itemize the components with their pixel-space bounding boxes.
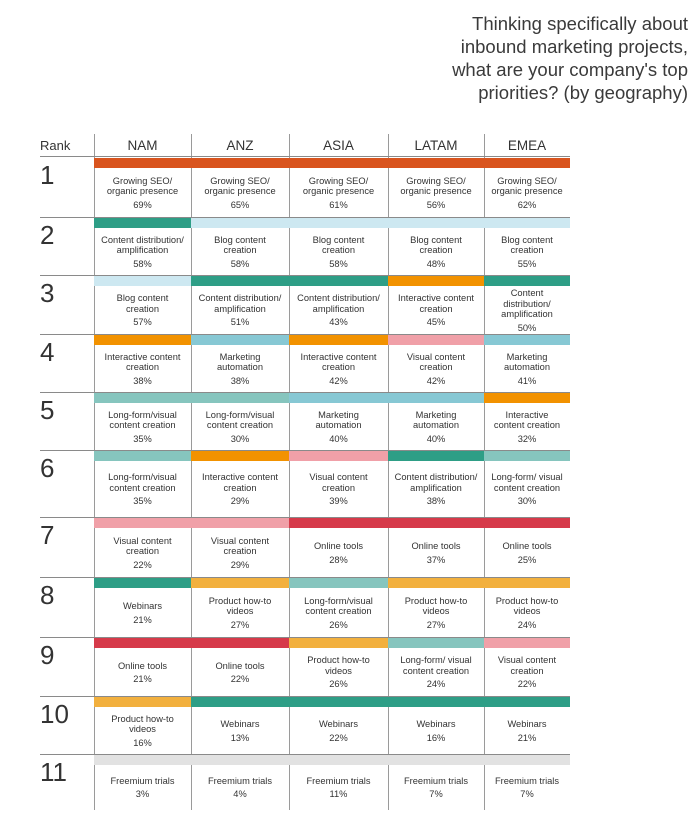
table-cell — [394, 286, 478, 335]
cell-label: Product how-to videos — [404, 595, 468, 617]
cell-label: Product how-to videos — [208, 595, 272, 617]
table-cell — [100, 588, 185, 638]
category-bar — [388, 697, 484, 707]
cell-label: Freemium trials — [306, 775, 371, 786]
cell-label: Product how-to videos — [307, 655, 370, 676]
cell-value: 37% — [426, 554, 446, 565]
cell-label: Webinars — [507, 719, 547, 729]
table-cell — [197, 588, 283, 638]
category-bar — [191, 451, 289, 461]
cell-value: 58% — [230, 258, 250, 269]
category-bar — [94, 276, 191, 286]
cell-label: Product how-to videos — [111, 713, 174, 735]
table-cell — [394, 707, 478, 755]
rank-number: 8 — [40, 580, 55, 610]
table-cell — [295, 403, 382, 451]
cell-label: Visual content creation — [309, 472, 368, 493]
cell-value: 3% — [135, 789, 150, 799]
cell-label: Growing SEO/ organic presence — [302, 175, 375, 197]
cell-value: 42% — [426, 375, 446, 386]
cell-label: Growing SEO/ organic presence — [106, 175, 179, 197]
cell-label: Marketing automation — [504, 351, 550, 373]
table-cell — [197, 168, 283, 218]
cell-value: 27% — [230, 619, 250, 630]
cell-value: 13% — [230, 732, 250, 743]
table-cell — [490, 461, 564, 518]
category-bar — [94, 335, 191, 345]
cell-label: Freemium trials — [494, 775, 560, 786]
cell-label: Interactive content creation — [300, 351, 377, 373]
category-bar — [484, 393, 570, 403]
table-cell — [197, 707, 283, 755]
cell-value: 22% — [517, 679, 537, 690]
cell-label: Product how-to videos — [495, 595, 559, 617]
cell-value: 38% — [426, 496, 446, 507]
category-bar — [191, 518, 289, 528]
cell-value: 27% — [426, 619, 446, 630]
table-cell — [295, 345, 382, 393]
category-bar — [191, 335, 289, 345]
cell-label: Online tools — [215, 660, 265, 671]
table-cell — [394, 528, 478, 578]
category-bar — [388, 518, 484, 528]
column-divider — [484, 134, 485, 810]
cell-label: Long-form/ visual content creation — [400, 655, 472, 676]
cell-label: Online tools — [411, 541, 461, 551]
category-bar — [388, 218, 484, 228]
cell-value: 21% — [517, 732, 537, 743]
table-cell — [197, 648, 283, 697]
cell-label: Freemium trials — [403, 775, 469, 786]
cell-label: Growing SEO/ organic presence — [204, 175, 276, 197]
cell-label: Growing SEO/ organic presence — [400, 175, 472, 197]
category-bar — [289, 276, 388, 286]
table-cell — [100, 345, 185, 393]
cell-value: 7% — [429, 789, 443, 799]
cell-value: 58% — [133, 258, 152, 269]
category-bar — [484, 638, 570, 648]
cell-value: 56% — [426, 199, 446, 210]
table-cell — [295, 168, 382, 218]
cell-label: Online tools — [117, 660, 168, 671]
table-cell — [394, 228, 478, 276]
table-cell — [394, 461, 478, 518]
cell-value: 38% — [133, 375, 152, 386]
cell-value: 28% — [329, 554, 348, 565]
table-cell — [100, 403, 185, 451]
table-cell — [100, 648, 185, 697]
category-bar — [388, 158, 484, 168]
category-bar — [289, 218, 388, 228]
cell-value: 11% — [329, 789, 348, 799]
cell-label: Online tools — [313, 541, 364, 551]
category-bar — [484, 218, 570, 228]
cell-label: Blog content creation — [214, 234, 266, 256]
category-bar — [388, 276, 484, 286]
cell-label: Marketing automation — [217, 351, 263, 373]
cell-value: 58% — [329, 258, 348, 269]
category-bar — [191, 638, 289, 648]
table-cell — [490, 345, 564, 393]
category-bar — [484, 578, 570, 588]
cell-label: Freemium trials — [110, 775, 175, 786]
cell-label: Visual content creation — [406, 351, 466, 373]
cell-value: 61% — [329, 199, 348, 210]
cell-label: Content distribution/ amplification — [394, 472, 478, 493]
rank-number: 5 — [40, 395, 55, 425]
rank-number: 1 — [40, 160, 55, 190]
cell-value: 16% — [133, 737, 152, 748]
category-bar — [289, 755, 388, 765]
category-bar — [289, 158, 388, 168]
table-cell — [197, 286, 283, 335]
cell-label: Marketing automation — [413, 409, 459, 431]
cell-value: 51% — [230, 317, 250, 328]
table-cell — [295, 228, 382, 276]
rank-number: 11 — [40, 757, 67, 787]
cell-value: 35% — [133, 433, 152, 444]
cell-value: 42% — [329, 375, 348, 386]
cell-label: Growing SEO/ organic presence — [491, 175, 563, 197]
column-header-asia: ASIA — [323, 138, 354, 153]
rank-number: 3 — [40, 278, 55, 308]
category-bar — [388, 578, 484, 588]
category-bar — [94, 451, 191, 461]
table-cell — [490, 588, 564, 638]
category-bar — [191, 158, 289, 168]
table-cell — [394, 168, 478, 218]
category-bar — [484, 451, 570, 461]
table-cell — [197, 765, 283, 810]
table-cell — [100, 765, 185, 810]
category-bar — [289, 697, 388, 707]
cell-value: 69% — [133, 199, 152, 210]
table-cell — [197, 528, 283, 578]
table-cell — [197, 345, 283, 393]
title-line: inbound marketing projects, — [460, 36, 688, 57]
category-bar — [484, 335, 570, 345]
category-bar — [388, 393, 484, 403]
table-cell — [490, 528, 564, 578]
cell-value: 48% — [426, 258, 446, 269]
table-cell — [100, 528, 185, 578]
rank-number: 2 — [40, 220, 55, 250]
cell-value: 22% — [133, 559, 152, 570]
cell-label: Blog content creation — [501, 234, 553, 256]
table-cell — [394, 345, 478, 393]
category-bar — [289, 578, 388, 588]
category-bar — [388, 335, 484, 345]
table-cell — [490, 286, 564, 335]
category-bar — [289, 335, 388, 345]
table-cell — [394, 765, 478, 810]
cell-value: 32% — [517, 433, 537, 444]
cell-value: 65% — [230, 199, 250, 210]
rank-number: 7 — [40, 520, 55, 550]
cell-value: 41% — [517, 375, 537, 386]
cell-label: Webinars — [122, 601, 163, 611]
category-bar — [484, 697, 570, 707]
cell-value: 50% — [517, 322, 537, 333]
table-cell — [394, 588, 478, 638]
table-cell — [490, 168, 564, 218]
cell-value: 24% — [426, 679, 446, 690]
cell-label: Interactive content creation — [398, 293, 474, 314]
cell-label: Long-form/visual content creation — [108, 409, 177, 431]
cell-value: 30% — [230, 433, 250, 444]
cell-value: 21% — [133, 614, 152, 625]
category-bar — [94, 218, 191, 228]
category-bar — [388, 451, 484, 461]
cell-value: 26% — [329, 619, 348, 630]
cell-label: Interactive content creation — [202, 472, 278, 493]
column-divider — [94, 134, 95, 810]
table-cell — [394, 403, 478, 451]
column-header-emea: EMEA — [507, 138, 547, 153]
cell-value: 30% — [517, 496, 537, 507]
table-cell — [100, 286, 185, 335]
cell-label: Visual content creation — [113, 535, 172, 557]
cell-label: Blog content creation — [312, 234, 365, 256]
cell-value: 26% — [329, 679, 348, 690]
category-bar — [289, 451, 388, 461]
cell-label: Long-form/visual content creation — [205, 409, 275, 431]
cell-label: Long-form/ visual content creation — [491, 472, 563, 493]
category-bar — [388, 638, 484, 648]
category-bar — [484, 276, 570, 286]
rank-header: Rank — [40, 138, 71, 153]
cell-value: 39% — [329, 496, 348, 507]
table-cell — [490, 648, 564, 697]
cell-value: 16% — [426, 732, 446, 743]
cell-label: Webinars — [416, 719, 456, 729]
table-cell — [295, 528, 382, 578]
cell-label: Interactive content creation — [493, 409, 561, 431]
cell-value: 43% — [329, 317, 348, 328]
title-line: Thinking specifically about — [472, 13, 688, 34]
rank-number: 6 — [40, 453, 55, 483]
category-bar — [388, 755, 484, 765]
cell-value: 25% — [517, 554, 537, 565]
table-cell — [490, 707, 564, 755]
column-divider — [289, 134, 290, 810]
title-line: what are your company's top — [452, 59, 688, 80]
column-divider — [388, 134, 389, 810]
category-bar — [191, 218, 289, 228]
category-bar — [289, 638, 388, 648]
column-header-anz: ANZ — [226, 138, 254, 153]
cell-label: Visual content creation — [497, 655, 557, 676]
cell-value: 55% — [517, 258, 537, 269]
table-cell — [295, 648, 382, 697]
cell-value: 38% — [230, 375, 250, 386]
cell-label: Marketing automation — [315, 409, 362, 431]
category-bar — [94, 578, 191, 588]
rank-number: 4 — [40, 337, 55, 367]
table-cell — [490, 228, 564, 276]
category-bar — [289, 518, 388, 528]
cell-label: Interactive content creation — [104, 351, 181, 373]
cell-label: Webinars — [318, 719, 359, 729]
category-bar — [191, 276, 289, 286]
category-bar — [484, 158, 570, 168]
table-cell — [100, 168, 185, 218]
cell-label: Online tools — [502, 541, 552, 551]
cell-value: 45% — [426, 317, 446, 328]
cell-value: 35% — [133, 496, 152, 507]
category-bar — [191, 393, 289, 403]
cell-label: Webinars — [220, 719, 260, 729]
cell-value: 22% — [329, 732, 348, 743]
category-bar — [289, 393, 388, 403]
category-bar — [191, 697, 289, 707]
cell-label: Blog content creation — [410, 234, 462, 256]
category-bar — [94, 755, 191, 765]
table-cell — [100, 707, 185, 755]
table-cell — [295, 588, 382, 638]
table-cell — [197, 403, 283, 451]
category-bar — [484, 755, 570, 765]
category-bar — [191, 755, 289, 765]
cell-label: Content distribution/ amplification — [101, 234, 184, 256]
category-bar — [94, 393, 191, 403]
cell-value: 4% — [233, 789, 247, 799]
table-cell — [100, 461, 185, 518]
table-cell — [490, 765, 564, 810]
table-cell — [100, 228, 185, 276]
cell-label: Blog content creation — [116, 293, 169, 314]
cell-value: 7% — [520, 789, 534, 799]
table-cell — [394, 648, 478, 697]
table-cell — [490, 403, 564, 451]
rank-number: 10 — [40, 699, 69, 729]
cell-value: 62% — [517, 199, 537, 210]
cell-value: 57% — [133, 317, 152, 328]
category-bar — [94, 697, 191, 707]
cell-label: Content distribution/ amplification — [501, 288, 553, 319]
cell-label: Content distribution/ amplification — [198, 293, 282, 314]
table-cell — [295, 286, 382, 335]
category-bar — [94, 158, 191, 168]
category-bar — [191, 578, 289, 588]
cell-label: Freemium trials — [207, 775, 273, 786]
cell-value: 29% — [230, 496, 250, 507]
cell-label: Long-form/visual content creation — [304, 595, 373, 617]
table-cell — [197, 461, 283, 518]
cell-value: 29% — [230, 559, 250, 570]
cell-value: 21% — [133, 674, 152, 684]
cell-value: 24% — [517, 619, 537, 630]
table-cell — [295, 707, 382, 755]
cell-label: Content distribution/ amplification — [297, 293, 380, 314]
title-line: priorities? (by geography) — [478, 82, 688, 103]
cell-value: 40% — [329, 433, 348, 444]
table-cell — [295, 461, 382, 518]
cell-value: 22% — [230, 674, 250, 684]
column-divider — [191, 134, 192, 810]
column-header-nam: NAM — [127, 138, 158, 153]
category-bar — [94, 638, 191, 648]
row-divider — [40, 156, 570, 157]
column-header-latam: LATAM — [414, 138, 458, 153]
table-cell — [197, 228, 283, 276]
cell-value: 40% — [426, 433, 446, 444]
table-cell — [295, 765, 382, 810]
cell-label: Long-form/visual content creation — [108, 472, 177, 493]
cell-label: Visual content creation — [210, 535, 270, 557]
category-bar — [94, 518, 191, 528]
category-bar — [484, 518, 570, 528]
rank-number: 9 — [40, 640, 55, 670]
